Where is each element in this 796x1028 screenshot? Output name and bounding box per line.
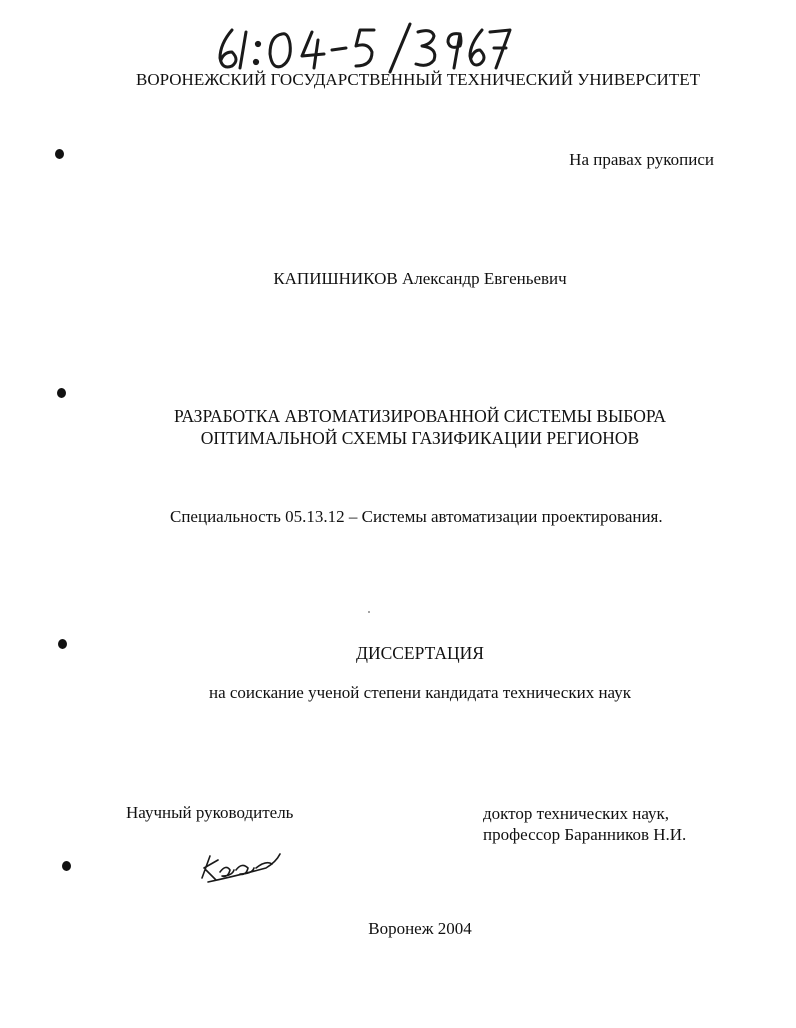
supervisor-info bbox=[483, 803, 686, 845]
degree-line: на соискание ученой степени кандидата технических наук bbox=[208, 683, 631, 702]
thesis-title-line: РАЗРАБОТКА АВТОМАТИЗИРОВАННОЙ СИСТЕМЫ ВЫБОРА bbox=[173, 406, 667, 426]
binding-hole-mark bbox=[55, 149, 64, 159]
author-surname: КАПИШНИКОВ bbox=[273, 269, 398, 288]
supervisor-label: Научный руководитель bbox=[126, 803, 294, 822]
thesis-title-line: ОПТИМАЛЬНОЙ СХЕМЫ ГАЗИФИКАЦИИ РЕГИОНОВ bbox=[200, 428, 640, 448]
binding-hole-mark bbox=[62, 861, 71, 871]
thesis-title bbox=[0, 405, 796, 449]
city-year: Воронеж 2004 bbox=[368, 919, 472, 938]
author-given-names: Александр Евгеньевич bbox=[401, 269, 567, 288]
handwritten-archive-number-graphic bbox=[212, 16, 512, 76]
author-name bbox=[0, 269, 796, 289]
specialty-line: Специальность 05.13.12 – Системы автоматизации проектирования. bbox=[170, 507, 663, 526]
handwritten-signature-graphic bbox=[196, 846, 286, 886]
archive-number-stamp bbox=[212, 16, 512, 76]
supervisor-name: профессор Баранников Н.И. bbox=[483, 825, 687, 844]
rights-note: На правах рукописи bbox=[569, 150, 714, 169]
binding-hole-mark bbox=[57, 388, 66, 398]
university-name: ВОРОНЕЖСКИЙ ГОСУДАРСТВЕННЫЙ ТЕХНИЧЕСКИЙ УНИВЕРСИТЕТ bbox=[136, 70, 700, 89]
scan-speck bbox=[368, 611, 370, 613]
document-type-heading: ДИССЕРТАЦИЯ bbox=[356, 643, 484, 663]
supervisor-credentials: доктор технических наук, bbox=[483, 804, 670, 823]
supervisor-signature bbox=[196, 846, 286, 886]
